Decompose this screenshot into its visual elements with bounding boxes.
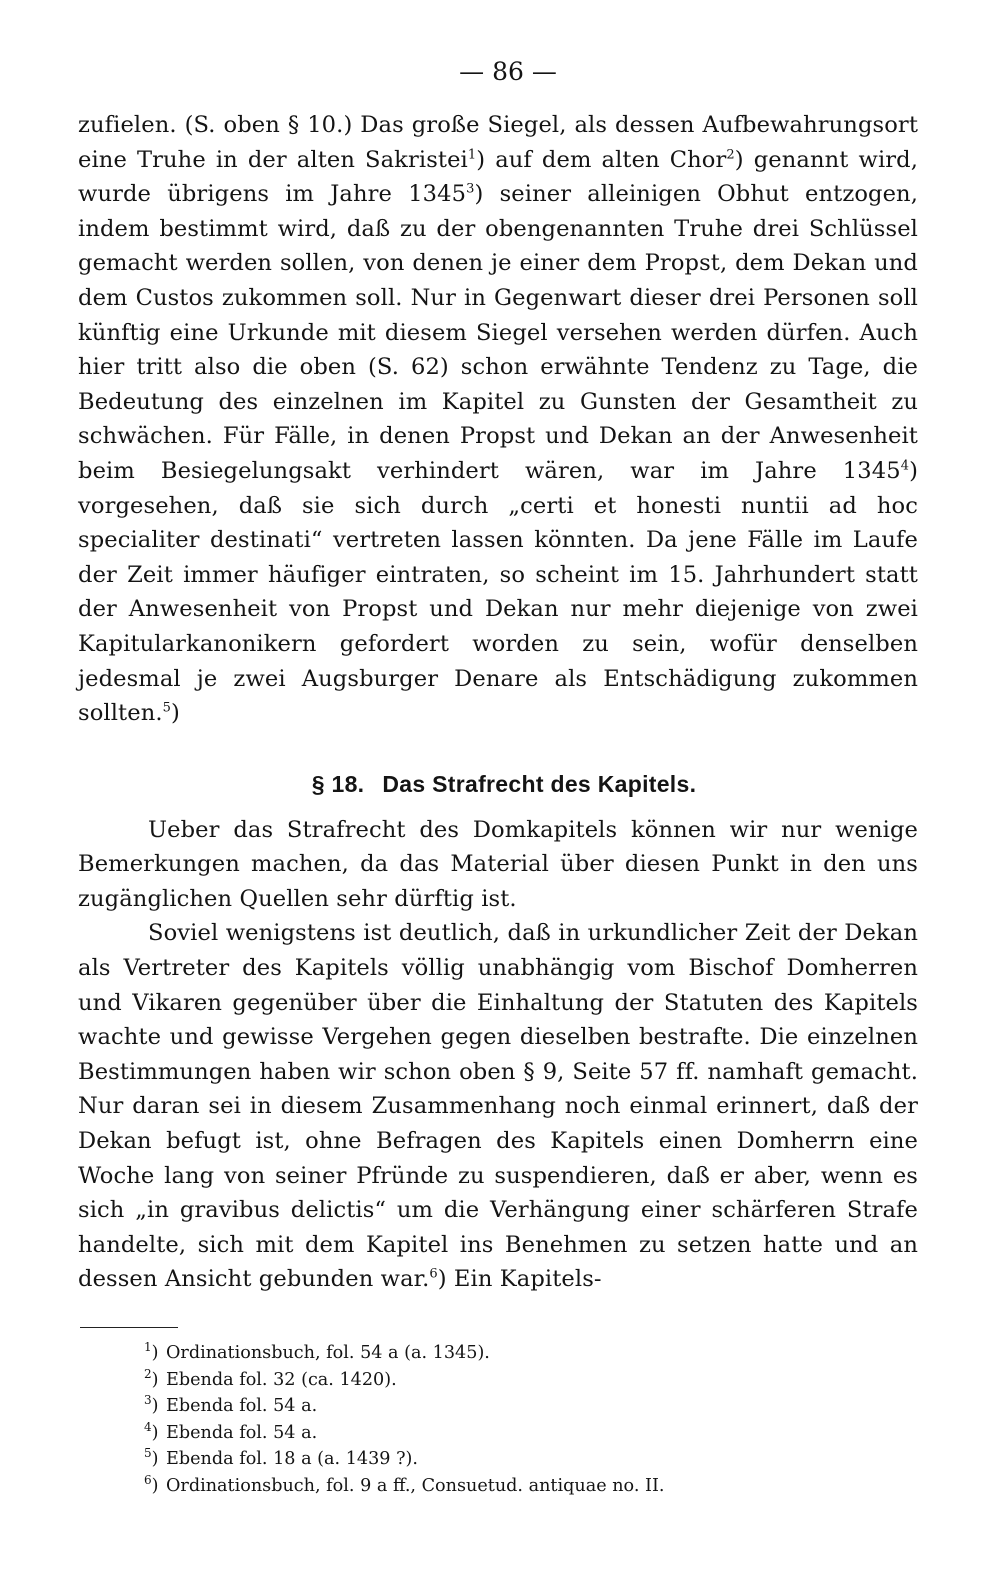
footnote-divider	[80, 1327, 178, 1328]
footnote-text: Ebenda fol. 32 (ca. 1420).	[166, 1369, 397, 1390]
section-heading	[90, 767, 918, 801]
paragraph-text: ) genannt wird, wurde übrigens im Jahre 1345	[78, 146, 919, 208]
footnote-ref: 1	[467, 147, 477, 163]
paragraph-text: ) vorgesehen, daß sie sich durch „certi et honesti nuntii ad hoc specialiter destinati“ vertreten lassen könnten. Da jene Fälle im Laufe der Zeit immer häufiger eintraten, so scheint im 15. Jahrhundert statt der Anwesenheit von Propst und Dekan nur mehr diejenige von zwei Kapitularkanonikern gefordert worden zu sein, wofür denselben jedesmal je zwei Augsburger Denare als Entschädigung zukommen sollten.	[78, 457, 918, 727]
footnote	[144, 1446, 918, 1473]
book-page	[78, 52, 918, 1500]
footnote-ref: 6	[429, 1266, 438, 1282]
paragraph-text: )	[171, 700, 180, 727]
footnote	[144, 1367, 918, 1394]
footnote-number: 2	[144, 1366, 152, 1381]
footnote	[144, 1420, 918, 1447]
footnotes	[144, 1340, 918, 1500]
footnote-number: 6	[144, 1473, 152, 1488]
footnote-text: Ebenda fol. 54 a.	[166, 1396, 318, 1417]
footnote-number: 1	[144, 1340, 152, 1355]
footnote	[144, 1340, 918, 1367]
footnote-ref: 4	[900, 458, 910, 474]
paragraph-text: ) auf dem alten Chor	[476, 146, 727, 173]
footnote-marker: $^3$)	[144, 1393, 159, 1417]
page-number: — 86 —	[459, 57, 557, 86]
footnote-text: Ordinationsbuch, fol. 9 a ff., Consuetud. antiquae no. II.	[166, 1475, 665, 1496]
paragraph-intro: Ueber das Strafrecht des Domkapitels können wir nur wenige Bemerkungen machen, da das Material über diesen Punkt in den uns zugänglichen Quellen sehr dürftig ist.	[78, 816, 918, 912]
paragraph-dean-authority	[78, 916, 918, 1297]
footnote-text: Ordinationsbuch, fol. 54 a (a. 1345).	[166, 1343, 490, 1363]
section-number: § 18.	[311, 770, 365, 797]
paragraph-text: ) seiner alleinigen Obhut entzogen, indem bestimmt wird, daß zu der obengenannten Truhe drei Schlüssel gemacht werden sollen, von denen je einer dem Propst, dem Dekan und dem Custos zukommen soll. Nur in Gegenwart dieser drei Personen soll künftig eine Urkunde mit diesem Siegel versehen werden dürfen. Auch hier tritt also die oben (S. 62) schon erwähnte Tendenz zu Tage, die Bedeutung des einzelnen im Kapitel zu Gunsten der Gesamtheit zu schwächen. Für Fälle, in denen Propst und Dekan an der Anwesenheit beim Besiegelungsakt verhindert wären, war im Jahre 1345	[78, 181, 918, 484]
footnote-ref: 3	[466, 181, 475, 197]
footnote-number: 3	[144, 1393, 152, 1408]
footnote-number: 5	[144, 1446, 152, 1461]
footnote-marker: $^6$)	[144, 1473, 159, 1496]
footnote-ref: 2	[726, 147, 735, 163]
section-title: Das Strafrecht des Kapitels.	[382, 770, 697, 797]
footnote-number: 4	[144, 1419, 152, 1434]
footnote-text: Ebenda fol. 18 a (a. 1439 ?).	[166, 1449, 418, 1470]
footnote	[144, 1473, 918, 1500]
footnote-marker: $^2$)	[144, 1366, 159, 1390]
paragraph-seal-custody	[78, 108, 918, 731]
footnote-marker: $^5$)	[144, 1446, 159, 1470]
footnote-marker: $^4$)	[144, 1419, 159, 1443]
footnote-marker: $^1$)	[144, 1340, 159, 1363]
paragraph-text: ) Ein Kapitels-	[437, 1266, 602, 1293]
footnote-text: Ebenda fol. 54 a.	[166, 1422, 318, 1443]
footnote	[144, 1393, 918, 1420]
paragraph-text: zufielen. (S. oben § 10.) Das große Siegel, als dessen Aufbewahrungsort eine Truhe in der alten Sakristei	[78, 112, 918, 173]
footnote-ref: 5	[162, 700, 172, 716]
paragraph-text: Soviel wenigstens ist deutlich, daß in urkundlicher Zeit der Dekan als Vertreter des Kapitels völlig unabhängig vom Bischof Domherren und Vikaren gegenüber über die Einhaltung der Statuten des Kapitels wachte und gewisse Vergehen gegen dieselben bestrafte. Die einzelnen Bestimmungen haben wir schon oben § 9, Seite 57 ff. namhaft gemacht. Nur daran sei in diesem Zusammenhang noch einmal erinnert, daß der Dekan befugt ist, ohne Befragen des Kapitels einen Domherrn eine Woche lang von seiner Pfründe zu suspendieren, daß er aber, wenn es sich „in gravibus delictis“ um die Verhängung einer schärferen Strafe handelte, sich mit dem Kapitel ins Benehmen zu setzen hatte und an dessen Ansicht gebunden war.	[78, 920, 918, 1293]
